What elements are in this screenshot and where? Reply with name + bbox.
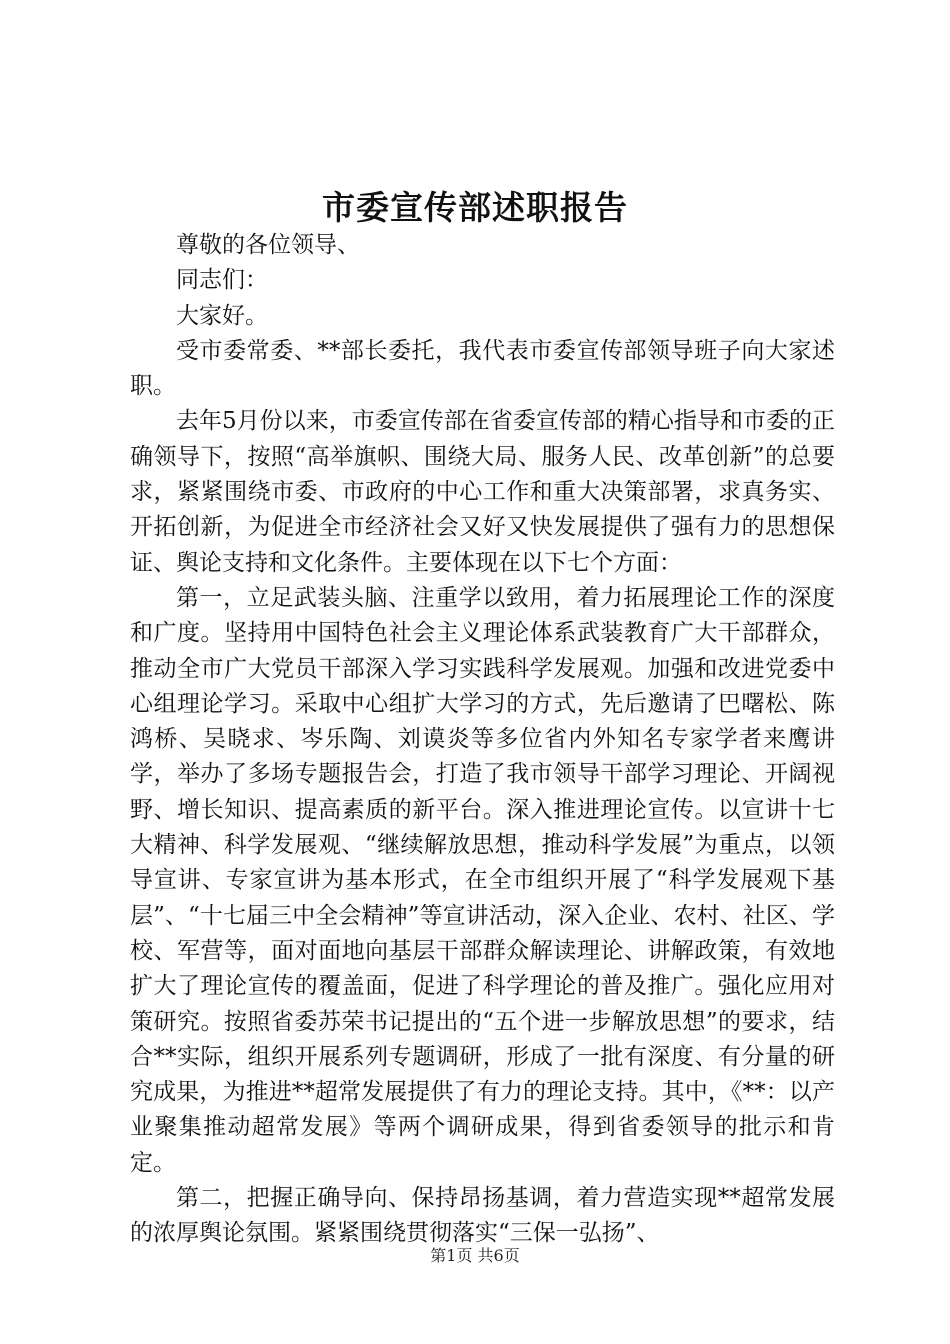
paragraph-intro: 受市委常委、**部长委托，我代表市委宣传部领导班子向大家述职。 [130, 337, 835, 400]
paragraph-greeting: 大家好。 [176, 302, 268, 329]
paragraph-first-point: 第一，立足武装头脑、注重学以致用，着力拓展理论工作的深度和广度。坚持用中国特色社会主义理论体系武装教育广大干部群众，推动全市广大党员干部深入学习实践科学发展观。加强和改进党委中心组理论学习。采取中心组扩大学习的方式，先后邀请了巴曙松、陈鸿桥、吴晓求、岑乐陶、刘谟炎等多位省内外知名专家学者来鹰讲学，举办了多场专题报告会，打造了我市领导干部学习理论、开阔视野、增长知识、提高素质的新平台。深入推进理论宣传。以宣讲十七大精神、科学发展观、“继续解放思想，推动科学发展”为重点，以领导宣讲、专家宣讲为基本形式，在全市组织开展了“科学发展观下基层”、“十七届三中全会精神”等宣讲活动，深入企业、农村、社区、学校、军营等，面对面地向基层干部群众解读理论、讲解政策，有效地扩大了理论宣传的覆盖面，促进了科学理论的普及推广。强化应用对策研究。按照省委苏荣书记提出的“五个进一步解放思想”的要求，结合**实际，组织开展系列专题调研，形成了一批有深度、有分量的研究成果，为推进**超常发展提供了有力的理论支持。其中，《**：以产业聚集推动超常发展》等两个调研成果，得到省委领导的批示和肯定。 [130, 584, 835, 1176]
document-title: 市委宣传部述职报告 [322, 188, 628, 227]
paragraph-salutation-2: 同志们： [176, 267, 268, 294]
document-body [130, 228, 835, 1252]
page-footer: 第1页 共6页 [430, 1246, 520, 1265]
paragraph-overview: 去年5月份以来，市委宣传部在省委宣传部的精心指导和市委的正确领导下，按照“高举旗帜、围绕大局、服务人民、改革创新”的总要求，紧紧围绕市委、市政府的中心工作和重大决策部署，求真务实、开拓创新，为促进全市经济社会又好又快发展提供了强有力的思想保证、舆论支持和文化条件。主要体现在以下七个方面： [130, 408, 835, 576]
paragraph-second-point: 第二，把握正确导向、保持昂扬基调，着力营造实现**超常发展的浓厚舆论氛围。紧紧围绕贯彻落实“三保一弘扬”、 [130, 1185, 835, 1247]
paragraph-salutation: 尊敬的各位领导、 [176, 232, 360, 258]
